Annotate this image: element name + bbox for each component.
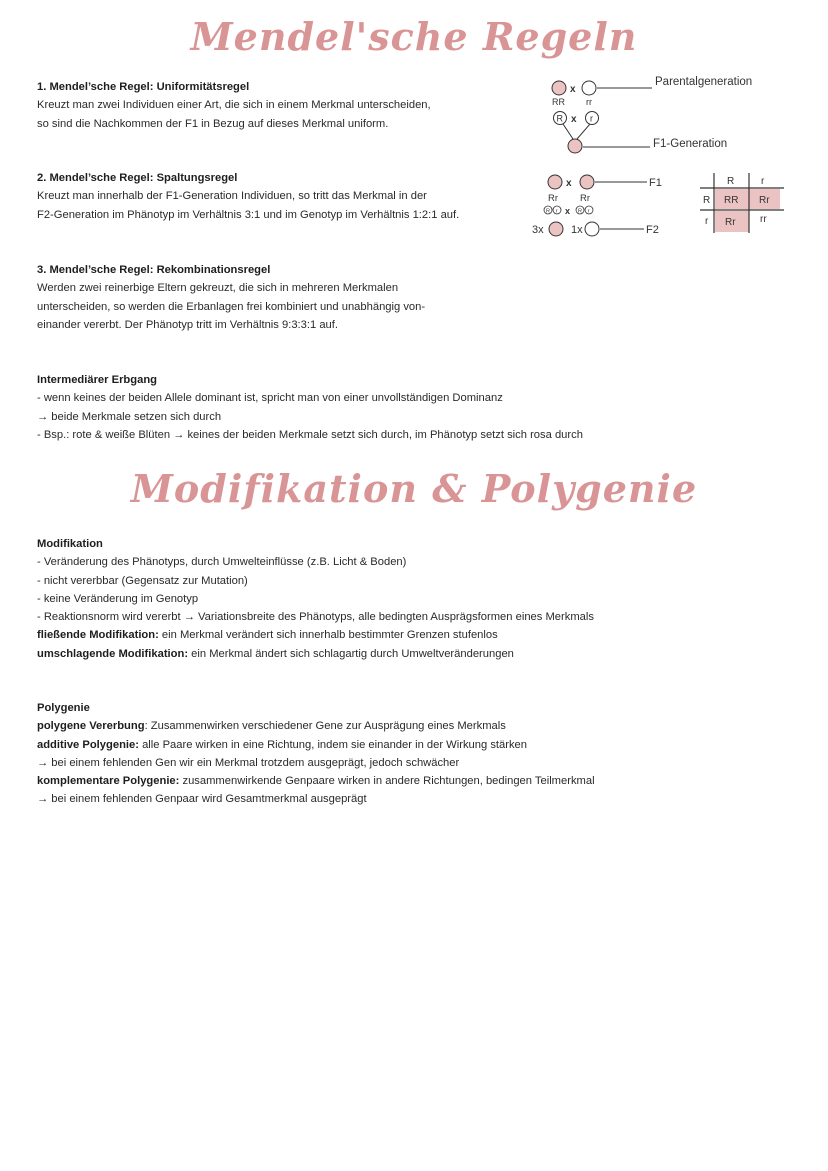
komplementaer-arrow-line: → bei einem fehlenden Genpaar wird Gesamtmerkmal ausgeprägt — [37, 793, 367, 806]
rule1-line: so sind die Nachkommen der F1 in Bezug auf dieses Merkmal uniform. — [37, 117, 389, 130]
rule3-section — [37, 261, 425, 334]
rule3-line: unterscheiden, so werden die Erbanlagen frei kombiniert und unabhängig von- — [37, 300, 426, 313]
additiv-term: additive Polygenie: — [37, 738, 139, 751]
f1-parent-pink-right — [580, 175, 594, 189]
punnett-cell: rr — [760, 214, 767, 225]
modifikation-line: - keine Veränderung im Genotyp — [37, 592, 199, 605]
gamete-cross-symbol-2: x — [565, 206, 571, 216]
gamete-cross-symbol: x — [571, 114, 577, 125]
rule3-line: Werden zwei reinerbige Eltern gekreuzt, die sich in mehreren Merkmalen — [37, 282, 399, 295]
f2-count-pink: 3x — [532, 224, 544, 236]
modifikation-section — [37, 535, 594, 663]
punnett-row-header: r — [705, 216, 709, 227]
gamete-letter-right: r — [590, 113, 593, 124]
rule2-section — [37, 169, 459, 224]
uniformity-cross-diagram — [540, 70, 770, 160]
komplementaer-term: komplementare Polygenie: — [37, 775, 180, 788]
f1-row-label: F1 — [649, 177, 662, 189]
additive-polygenie — [37, 736, 595, 754]
title-modifikation-polygenie: Modifikation & Polygenie — [130, 466, 698, 511]
komplementaere-polygenie — [37, 772, 595, 790]
polygen-text: : Zusammenwirken verschiedener Gene zur Ausprägung eines Merkmals — [144, 720, 506, 733]
modifikation-line: - Veränderung des Phänotyps, durch Umwelteinflüsse (z.B. Licht & Boden) — [37, 556, 407, 569]
intermediaer-section — [37, 371, 583, 444]
additiv-arrow-line: → bei einem fehlenden Gen wir ein Merkmal trotzdem ausgeprägt, jedoch schwächer — [37, 756, 460, 769]
rule2-line: Kreuzt man innerhalb der F1-Generation Individuen, so tritt das Merkmal in der — [37, 190, 427, 203]
rule2-heading: 2. Mendel’sche Regel: Spaltungsregel — [37, 172, 238, 184]
f2-pink-circle — [549, 222, 563, 236]
f1-genotype-right: Rr — [580, 193, 591, 204]
cross-line-right — [577, 124, 590, 139]
gamete-letter-left: R — [556, 113, 563, 124]
modifikation-line: - Reaktionsnorm wird vererbt → Variationsbreite des Phänotyps, alle bedingten Ausprägsformen eines Merkmals — [37, 611, 594, 624]
modifikation-heading: Modifikation — [37, 538, 103, 550]
fliessende-modifikation — [37, 626, 594, 644]
punnett-cell: Rr — [725, 217, 736, 228]
cross-line-left — [563, 124, 573, 139]
rule3-heading: 3. Mendel’sche Regel: Rekombinationsregel — [37, 264, 271, 276]
segregation-cross-diagram — [530, 170, 680, 240]
punnett-row-header: R — [703, 195, 711, 206]
punnett-cell: RR — [724, 195, 739, 206]
rule3-line: einander vererbt. Der Phänotyp tritt im Verhältnis 9:3:3:1 auf. — [37, 318, 338, 331]
intermediaer-line: - Bsp.: rote & weiße Blüten → keines der beiden Merkmale setzt sich durch, im Phänotyp setzt sich rosa durch — [37, 428, 583, 441]
rule1-heading: 1. Mendel’sche Regel: Uniformitätsregel — [37, 81, 250, 93]
gamete-R-letter: R — [546, 208, 550, 215]
parent-white-circle — [582, 81, 596, 95]
f2-count-white: 1x — [571, 224, 583, 236]
gamete-R-letter-2: R — [578, 208, 582, 215]
rule1-section — [37, 78, 431, 133]
f1-cross-symbol: x — [566, 178, 572, 189]
intermediaer-line: → beide Merkmale setzen sich durch — [37, 410, 222, 423]
rule2-line: F2-Generation im Phänotyp im Verhältnis 3:1 und im Genotyp im Verhältnis 1:2:1 auf. — [37, 208, 460, 221]
polygen-term: polygene Vererbung — [37, 720, 145, 733]
title-mendelsche-regeln: Mendel'sche Regeln — [190, 14, 638, 59]
intermediaer-line: - wenn keines der beiden Allele dominant ist, spricht man von einer unvollständigen Dominanz — [37, 392, 503, 405]
parent-genotype-left: RR — [552, 97, 565, 107]
polygene-vererbung — [37, 717, 595, 735]
umschlagend-term: umschlagende Modifikation: — [37, 647, 189, 660]
additiv-text: alle Paare wirken in eine Richtung, indem sie einander in der Wirkung stärken — [138, 738, 528, 751]
f2-white-circle — [585, 222, 599, 236]
fliessend-term: fließende Modifikation: — [37, 629, 159, 642]
parent-pink-circle — [552, 81, 566, 95]
intermediaer-heading: Intermediärer Erbgang — [37, 374, 157, 386]
f2-row-label: F2 — [646, 224, 659, 236]
cross-symbol: x — [570, 84, 576, 95]
parent-genotype-right: rr — [586, 97, 592, 107]
polygenie-heading: Polygenie — [37, 702, 90, 714]
gamete-r-letter-2: r — [587, 208, 590, 215]
parental-label: Parentalgeneration — [655, 76, 753, 88]
umschlagend-text: ein Merkmal ändert sich schlagartig durch Umweltveränderungen — [188, 647, 514, 660]
modifikation-line: - nicht vererbbar (Gegensatz zur Mutation) — [37, 574, 248, 587]
f1-parent-pink-left — [548, 175, 562, 189]
fliessend-text: ein Merkmal verändert sich innerhalb bestimmter Grenzen stufenlos — [158, 629, 498, 642]
punnett-col-header: R — [727, 176, 735, 187]
punnett-cell: Rr — [759, 195, 770, 206]
komplementaer-text: zusammenwirkende Genpaare wirken in andere Richtungen, bedingen Teilmerkmal — [179, 775, 595, 788]
f1-pink-circle — [568, 139, 582, 153]
f1-generation-label: F1-Generation — [653, 138, 728, 150]
rule1-line: Kreuzt man zwei Individuen einer Art, die sich in einem Merkmal unterscheiden, — [37, 99, 431, 112]
f1-genotype-left: Rr — [548, 193, 559, 204]
polygenie-section — [37, 699, 595, 809]
umschlagende-modifikation — [37, 645, 594, 663]
punnett-square — [698, 170, 788, 236]
punnett-col-header: r — [761, 176, 765, 187]
gamete-r-letter: r — [555, 208, 558, 215]
